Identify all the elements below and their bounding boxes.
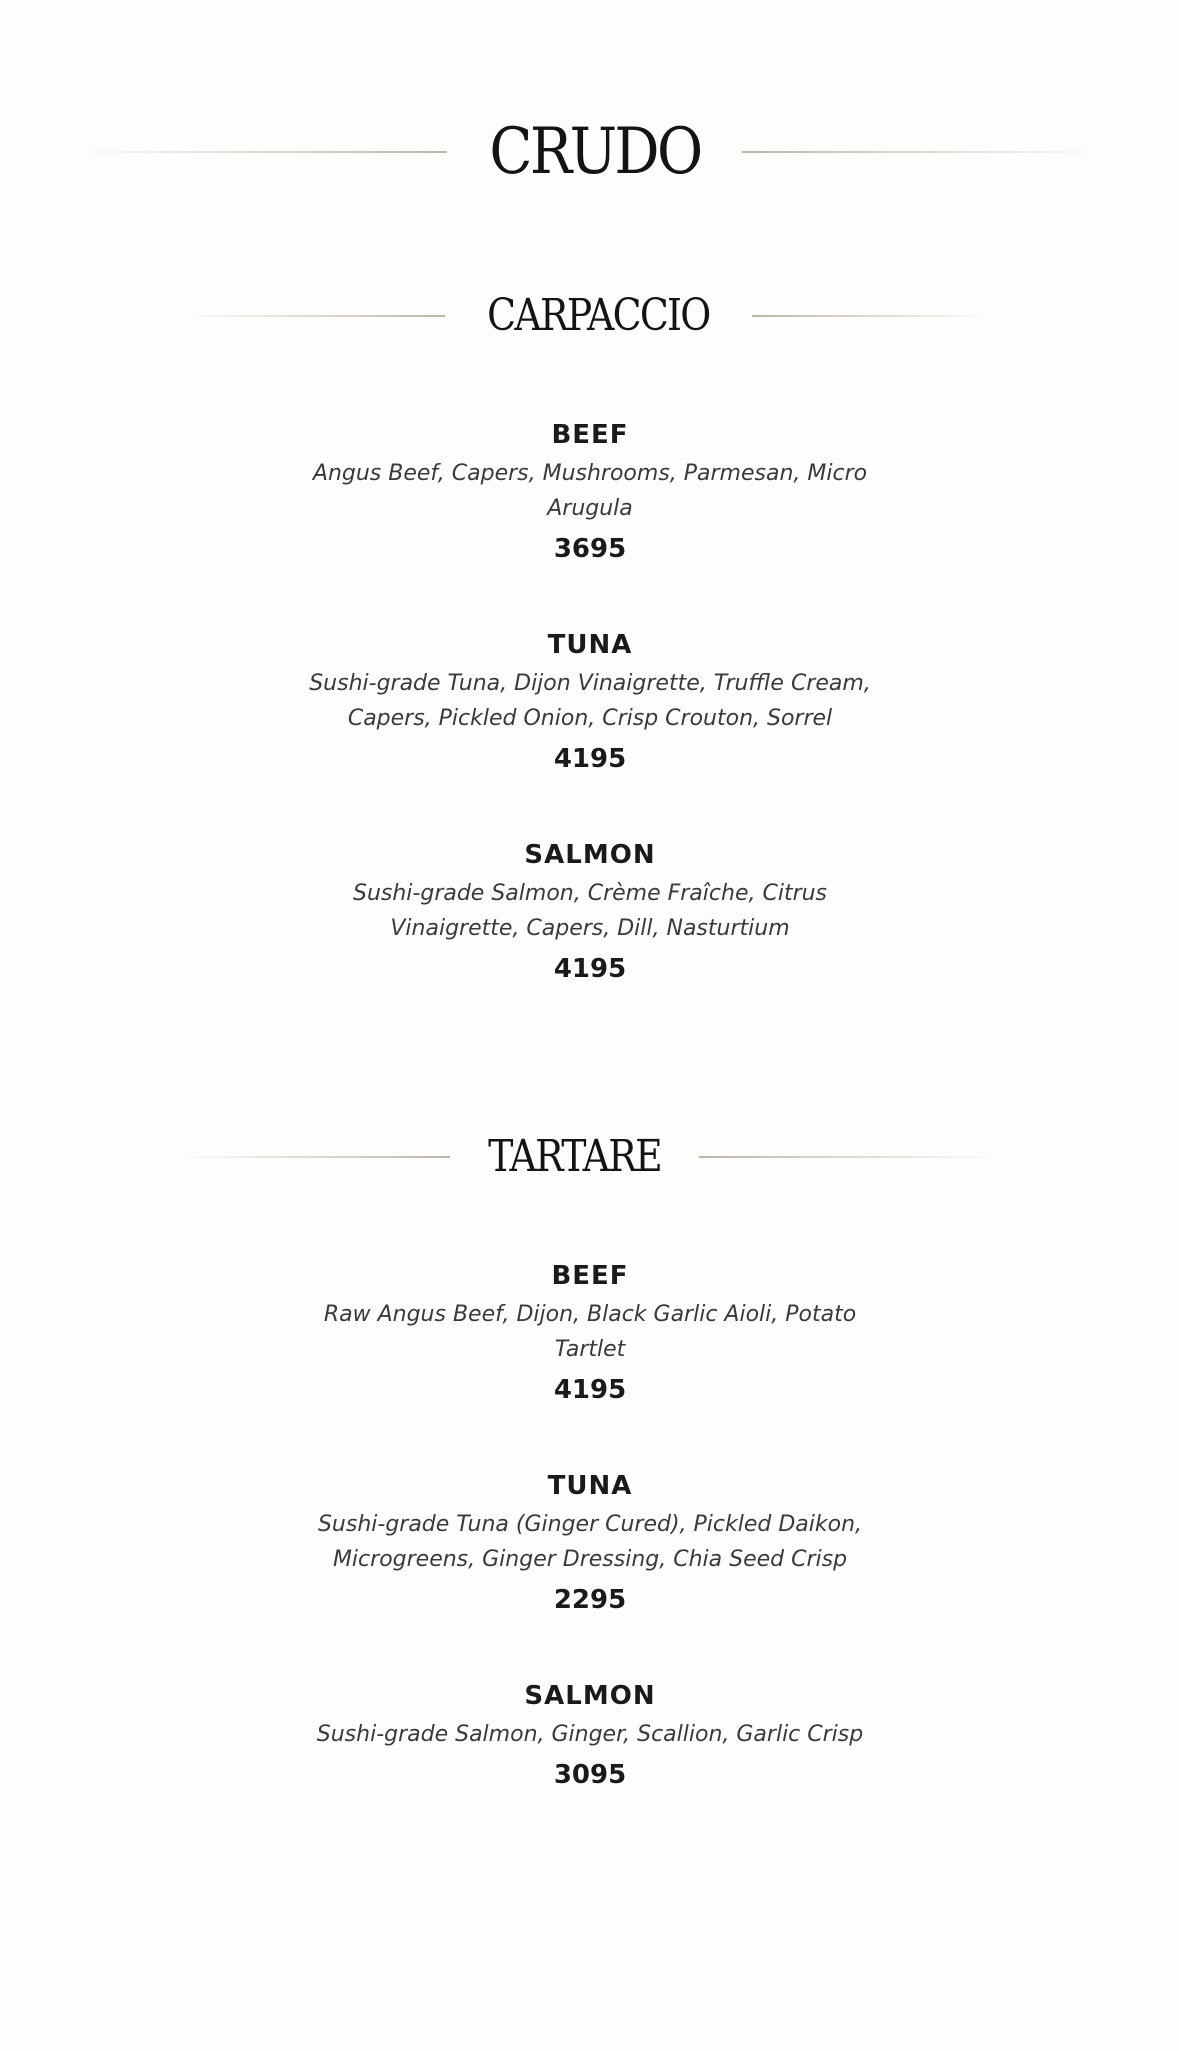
item-price: 4195 — [553, 954, 627, 984]
title-divider-left — [77, 151, 447, 153]
section-divider-right — [752, 315, 992, 317]
menu-item — [290, 1259, 890, 1407]
item-price: 4195 — [553, 744, 627, 774]
menu-title-row — [0, 115, 1179, 189]
section-divider-left — [180, 1156, 450, 1158]
section-title-tartare: TARTARE — [488, 1131, 661, 1182]
menu-item — [290, 418, 890, 566]
item-price: 3095 — [553, 1760, 627, 1790]
section-heading-row-tartare — [0, 1131, 1179, 1183]
title-divider-right — [742, 151, 1102, 153]
item-price: 4195 — [553, 1375, 627, 1405]
section-title-carpaccio: CARPACCIO — [487, 290, 710, 341]
item-description: Sushi-grade Salmon, Ginger, Scallion, Garlic Crisp — [316, 1722, 864, 1747]
item-description: Sushi-grade Tuna, Dijon Vinaigrette, Truffle Cream, Capers, Pickled Onion, Crisp Crouton, Sorrel — [309, 671, 871, 731]
menu-title: CRUDO — [488, 115, 701, 189]
section-divider-left — [187, 315, 445, 317]
item-description: Sushi-grade Tuna (Ginger Cured), Pickled Daikon, Microgreens, Ginger Dressing, Chia Seed Crisp — [317, 1512, 863, 1572]
menu-item — [290, 1679, 890, 1792]
item-name: BEEF — [551, 1261, 629, 1291]
item-name: TUNA — [547, 630, 633, 660]
item-description: Raw Angus Beef, Dijon, Black Garlic Aioli, Potato Tartlet — [323, 1302, 857, 1362]
menu-item — [290, 1469, 890, 1617]
item-description: Sushi-grade Salmon, Crème Fraîche, Citrus Vinaigrette, Capers, Dill, Nasturtium — [352, 881, 828, 941]
item-price: 2295 — [553, 1585, 627, 1615]
section-divider-right — [699, 1156, 999, 1158]
section-heading-row-carpaccio — [0, 290, 1179, 342]
item-price: 3695 — [553, 534, 627, 564]
item-name: TUNA — [547, 1471, 633, 1501]
item-name: SALMON — [524, 1681, 656, 1711]
item-name: BEEF — [551, 420, 629, 450]
item-name: SALMON — [524, 840, 656, 870]
menu-item — [290, 838, 890, 986]
item-description: Angus Beef, Capers, Mushrooms, Parmesan, Micro Arugula — [312, 461, 868, 521]
menu-item — [290, 628, 890, 776]
